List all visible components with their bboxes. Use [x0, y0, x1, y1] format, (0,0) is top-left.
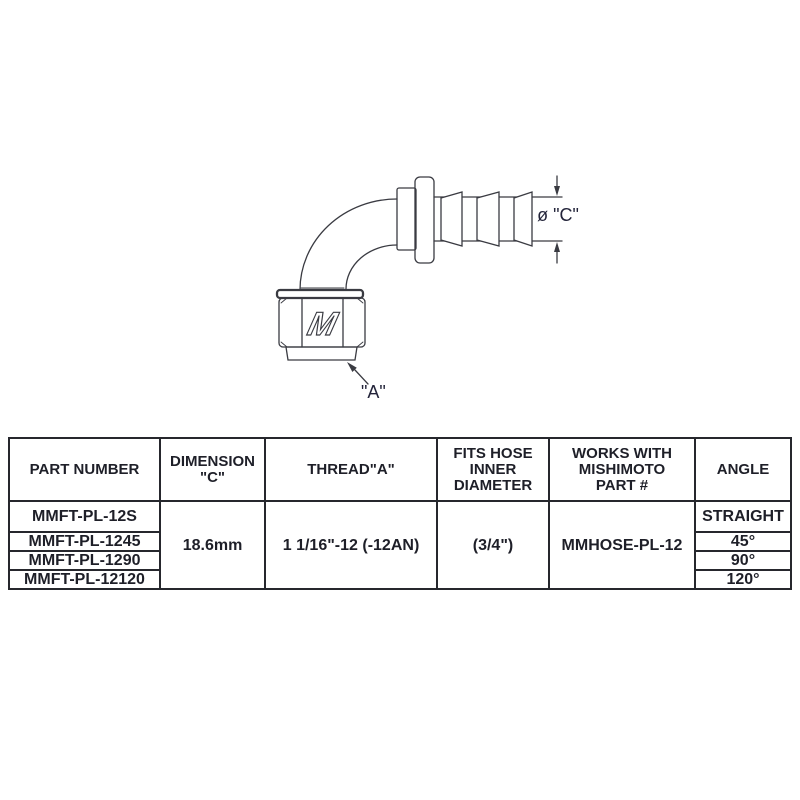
header-line: ANGLE — [716, 460, 770, 478]
angle-cell: 90° — [695, 551, 791, 570]
header-row — [9, 438, 791, 501]
header-line: DIMENSION — [169, 452, 255, 470]
dimension-c-annotation — [537, 176, 579, 263]
barb-ridge-3 — [514, 192, 532, 246]
angle-cell: STRAIGHT — [695, 501, 791, 532]
dimension-c-cell: 18.6mm — [160, 501, 265, 589]
col-header-angle — [695, 438, 791, 501]
barb-ridge-2 — [477, 192, 499, 246]
col-header-part-number — [9, 438, 160, 501]
barb-flange — [415, 177, 434, 263]
elbow-inner-arc — [346, 245, 397, 289]
header-line: DIAMETER — [453, 476, 533, 494]
col-header-fits-hose — [437, 438, 549, 501]
header-line: WORKS WITH — [572, 444, 672, 462]
works-with-cell: MMHOSE-PL-12 — [549, 501, 695, 589]
dim-arrow-top-head — [554, 186, 560, 196]
barb-collar — [397, 188, 416, 250]
dim-c-label: ø "C" — [537, 205, 579, 225]
col-header-dimension-c — [160, 438, 265, 501]
header-line: INNER — [469, 460, 517, 478]
part-number-cell: MMFT-PL-12S — [9, 501, 160, 532]
logo-letter: M — [304, 306, 341, 343]
header-line: "C" — [199, 468, 226, 486]
header-line: MISHIMOTO — [578, 460, 666, 478]
col-header-works-with — [549, 438, 695, 501]
header-line: FITS HOSE — [453, 444, 533, 462]
angle-cell: 45° — [695, 532, 791, 551]
thread-a-cell: 1 1/16"-12 (-12AN) — [265, 501, 437, 589]
barb-ridge-1 — [441, 192, 462, 246]
elbow-tube — [300, 199, 397, 290]
label-a-annotation — [347, 362, 386, 402]
fits-hose-cell: (3/4") — [437, 501, 549, 589]
table-row — [9, 501, 791, 532]
header-line: PART NUMBER — [29, 460, 140, 478]
header-line: THREAD"A" — [307, 460, 395, 478]
col-header-thread-a — [265, 438, 437, 501]
angle-cell: 120° — [695, 570, 791, 589]
nut-bottom-skirt — [286, 347, 357, 360]
part-number-cell: MMFT-PL-12120 — [9, 570, 160, 589]
a-label: "A" — [361, 382, 386, 402]
part-number-cell: MMFT-PL-1245 — [9, 532, 160, 551]
hex-nut — [277, 290, 365, 360]
dim-arrow-bottom-head — [554, 242, 560, 252]
nut-collar-band — [277, 290, 363, 298]
spec-table — [8, 437, 792, 590]
mishimoto-logo — [304, 306, 342, 342]
header-line: PART # — [595, 476, 649, 494]
part-number-cell: MMFT-PL-1290 — [9, 551, 160, 570]
